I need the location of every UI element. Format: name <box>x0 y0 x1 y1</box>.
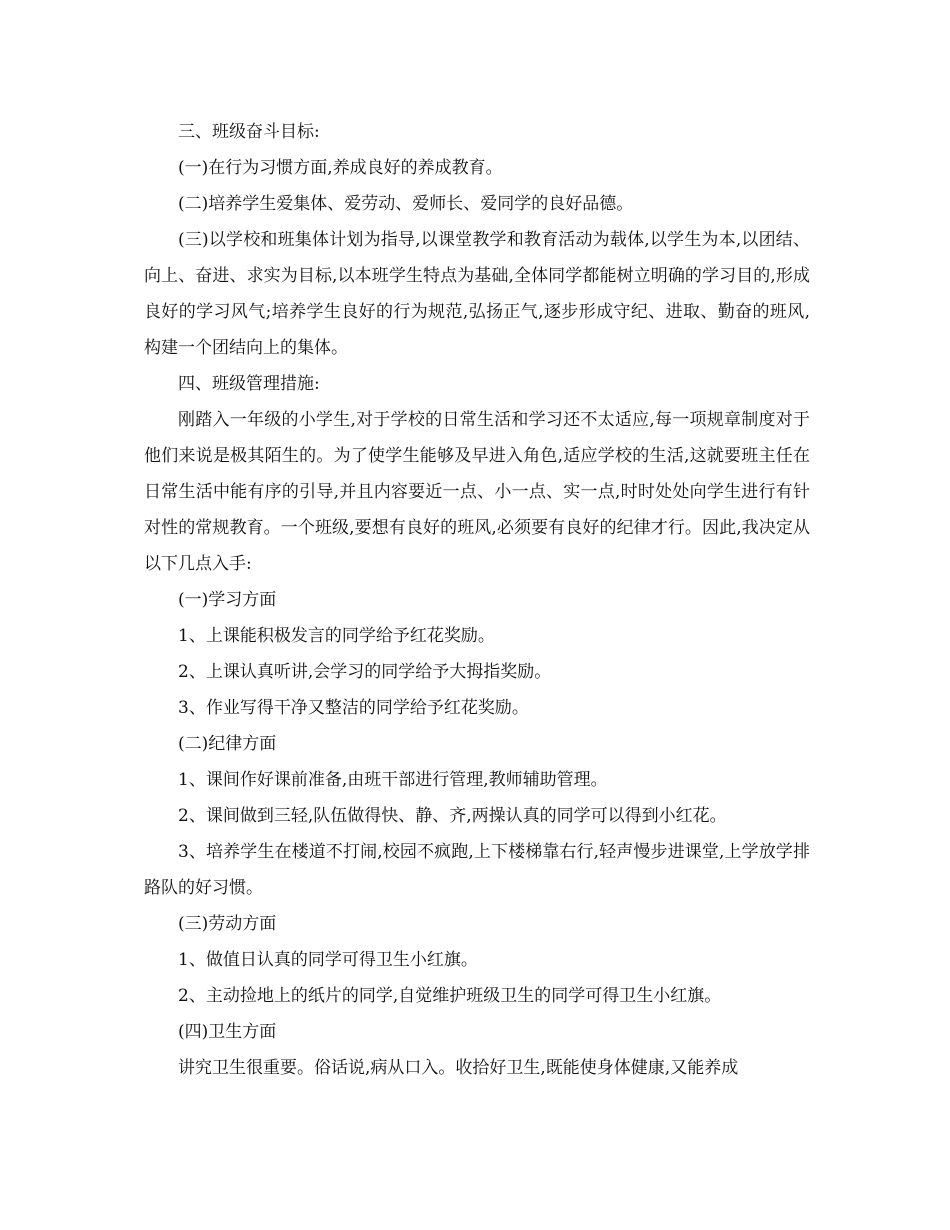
goal-item-3: (三)以学校和班集体计划为指导,以课堂教学和教育活动为载体,以学生为本,以团结、向上、奋进、求实为目标,以本班学生特点为基础,全体同学都能树立明确的学习目的,形成良好的学习风气;培养学生良好的行为规范,弘扬正气,逐步形成守纪、进取、勤奋的班风,构建一个团结向上的集体。 <box>144 230 810 358</box>
subheading-discipline: (二)纪律方面 <box>178 734 277 754</box>
goal-item-2: (二)培养学生爱集体、爱劳动、爱师长、爱同学的良好品德。 <box>178 194 634 214</box>
measures-intro-paragraph: 刚踏入一年级的小学生,对于学校的日常生活和学习还不太适应,每一项规章制度对于他们来说是极其陌生的。为了使学生能够及早进入角色,适应学校的生活,这就要班主任在日常生活中能有序的引导,并且内容要近一点、小一点、实一点,时时处处向学生进行有针对性的常规教育。一个班级,要想有良好的班风,必须要有良好的纪律才行。因此,我决定从以下几点入手: <box>144 410 810 574</box>
hygiene-paragraph: 讲究卫生很重要。俗话说,病从口入。收拾好卫生,既能使身体健康,又能养成 <box>178 1058 739 1078</box>
study-item-3: 3、作业写得干净又整洁的同学给予红花奖励。 <box>178 698 529 718</box>
subheading-labor: (三)劳动方面 <box>178 914 277 934</box>
discipline-item-3: 3、培养学生在楼道不打闹,校园不疯跑,上下楼梯靠右行,轻声慢步进课堂,上学放学排路队的好习惯。 <box>144 842 810 898</box>
section-heading-measures: 四、班级管理措施: <box>178 374 320 394</box>
discipline-item-2: 2、课间做到三轻,队伍做得快、静、齐,两操认真的同学可以得到小红花。 <box>178 806 727 826</box>
study-item-2: 2、上课认真听讲,会学习的同学给予大拇指奖励。 <box>178 662 552 682</box>
document-body <box>144 114 810 1086</box>
subheading-hygiene: (四)卫生方面 <box>178 1022 277 1042</box>
labor-item-1: 1、做值日认真的同学可得卫生小红旗。 <box>178 950 478 970</box>
subheading-study: (一)学习方面 <box>178 590 277 610</box>
discipline-item-1: 1、课间作好课前准备,由班干部进行管理,教师辅助管理。 <box>178 770 608 790</box>
goal-item-1: (一)在行为习惯方面,养成良好的养成教育。 <box>178 158 503 178</box>
labor-item-2: 2、主动捡地上的纸片的同学,自觉维护班级卫生的同学可得卫生小红旗。 <box>178 986 722 1006</box>
section-heading-goals: 三、班级奋斗目标: <box>178 122 320 142</box>
study-item-1: 1、上课能积极发言的同学给予红花奖励。 <box>178 626 495 646</box>
